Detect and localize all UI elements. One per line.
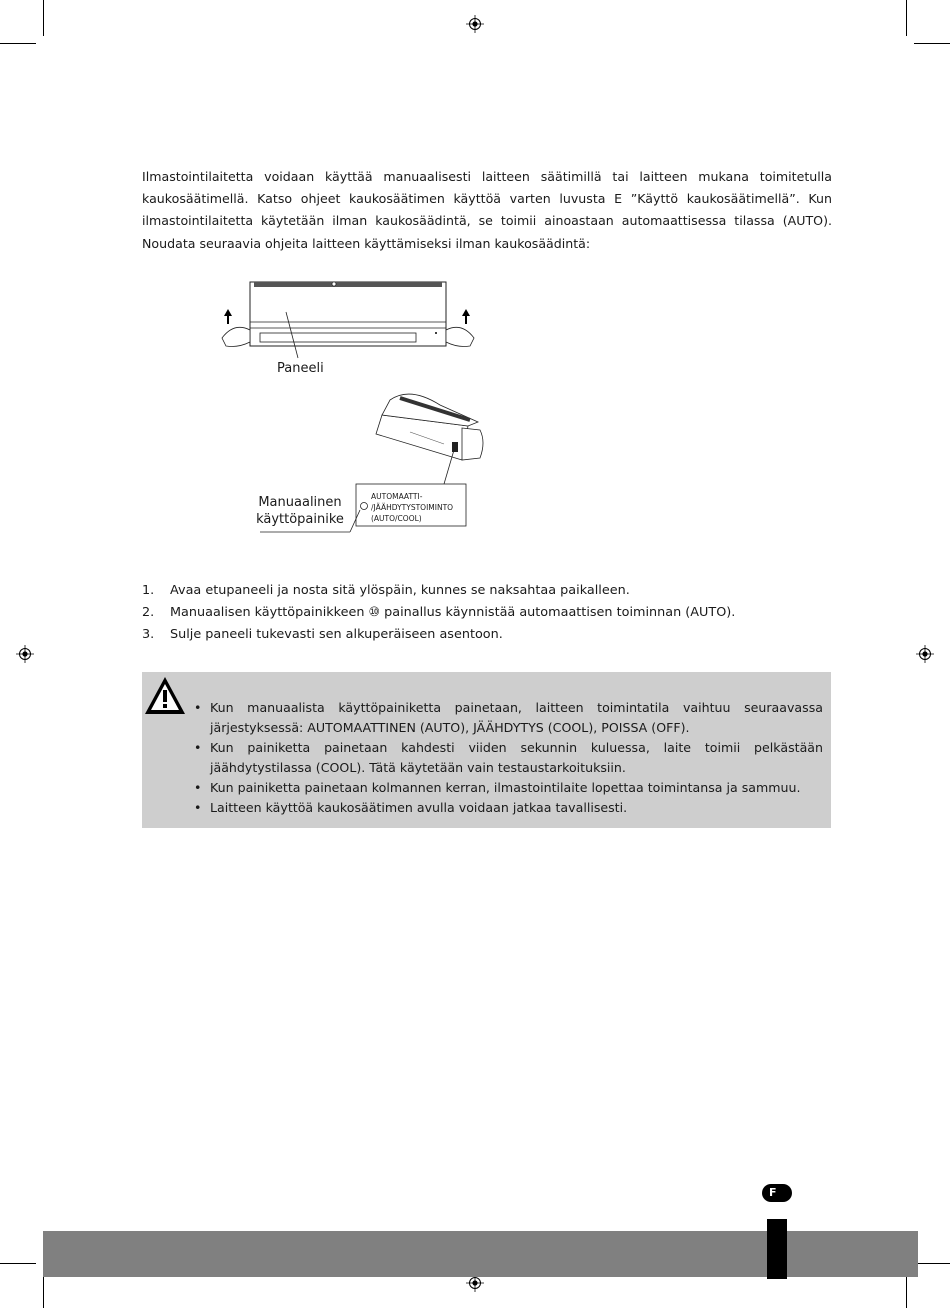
- crop-mark: [906, 0, 907, 36]
- registration-mark-icon: [466, 15, 484, 33]
- bullet-text: Kun painiketta painetaan kahdesti viiden sekunnin kuluessa, laite toimii pelkästään jäähdytystilassa (COOL). Tätä käytetään vain testaustarkoituksiin.: [210, 740, 823, 775]
- warning-note: [142, 672, 831, 828]
- step-text: Sulje paneeli tukevasti sen alkuperäiseen asentoon.: [170, 627, 503, 642]
- list-item: [142, 602, 832, 624]
- crop-mark: [914, 1263, 950, 1264]
- crop-mark: [914, 43, 950, 44]
- callout-text: [371, 491, 453, 524]
- step-number: 3.: [142, 627, 155, 642]
- list-item: [142, 624, 832, 646]
- callout-line1: AUTOMAATTI-: [371, 492, 423, 501]
- manual-button-label: [250, 494, 350, 528]
- language-badge: F: [762, 1184, 792, 1202]
- crop-mark: [906, 1272, 907, 1308]
- crop-mark: [43, 0, 44, 36]
- warning-bullets: [192, 698, 823, 818]
- warning-triangle-icon: [143, 674, 187, 716]
- crop-mark: [0, 43, 36, 44]
- registration-mark-icon: [916, 645, 934, 663]
- registration-mark-icon: [16, 645, 34, 663]
- instruction-figure: [200, 270, 520, 540]
- list-item: • Kun manuaalista käyttöpainiketta painetaan, laitteen toimintatila vaihtuu seuraavassa järjestyksessä: AUTOMAATTINEN (AUTO), JÄÄHDYTYS (COOL), POISSA (OFF).: [194, 700, 823, 735]
- list-item: • Kun painiketta painetaan kolmannen kerran, ilmastointilaite lopettaa toimintansa ja sammuu.: [194, 780, 801, 795]
- list-item: • Kun painiketta painetaan kahdesti viiden sekunnin kuluessa, laite toimii pelkästään jäähdytystilassa (COOL). Tätä käytetään vain testaustarkoituksiin.: [194, 740, 823, 775]
- intro-text: [142, 166, 832, 255]
- callout-line2: /JÄÄHDYTYSTOIMINTO: [371, 503, 454, 512]
- section-tab: [767, 1219, 787, 1279]
- crop-mark: [43, 1272, 44, 1308]
- crop-mark: [0, 1263, 36, 1264]
- bullet-text: Laitteen käyttöä kaukosäätimen avulla voidaan jatkaa tavallisesti.: [210, 800, 628, 815]
- panel-label: Paneeli: [277, 361, 324, 376]
- steps-list: [142, 580, 832, 646]
- step-number: 1.: [142, 583, 155, 598]
- list-item: • Laitteen käyttöä kaukosäätimen avulla voidaan jatkaa tavallisesti.: [194, 800, 628, 815]
- intro-paragraph: Ilmastointilaitetta voidaan käyttää manuaalisesti laitteen säätimillä tai laitteen mukana toimitetulla kaukosäätimellä. Katso ohjeet kaukosäätimen käyttöä varten luvusta E ”Käyttö kaukosäätimellä”. Kun ilmastointilaitetta käytetään ilman kaukosäädintä, se toimii ainoastaan automaattisessa tilassa (AUTO). Noudata seuraavia ohjeita laitteen käyttämiseksi ilman kaukosäädintä:: [142, 169, 832, 251]
- bullet-text: Kun painiketta painetaan kolmannen kerran, ilmastointilaite lopettaa toimintansa ja sammuu.: [210, 780, 801, 795]
- list-item: [142, 580, 832, 602]
- callout-line3: (AUTO/COOL): [371, 514, 422, 523]
- step-text: Manuaalisen käyttöpainikkeen ⑩ painallus käynnistää automaattisen toiminnan (AUTO).: [170, 605, 736, 620]
- step-number: 2.: [142, 605, 155, 620]
- manual-button-label-line1: Manuaalinen: [258, 495, 342, 510]
- manual-button-label-line2: käyttöpainike: [256, 512, 344, 527]
- bullet-text: Kun manuaalista käyttöpainiketta painetaan, laitteen toimintatila vaihtuu seuraavassa järjestyksessä: AUTOMAATTINEN (AUTO), JÄÄHDYTYS (COOL), POISSA (OFF).: [210, 700, 823, 735]
- air-conditioner-illustration: [200, 270, 520, 540]
- step-text: Avaa etupaneeli ja nosta sitä ylöspäin, kunnes se naksahtaa paikalleen.: [170, 583, 630, 598]
